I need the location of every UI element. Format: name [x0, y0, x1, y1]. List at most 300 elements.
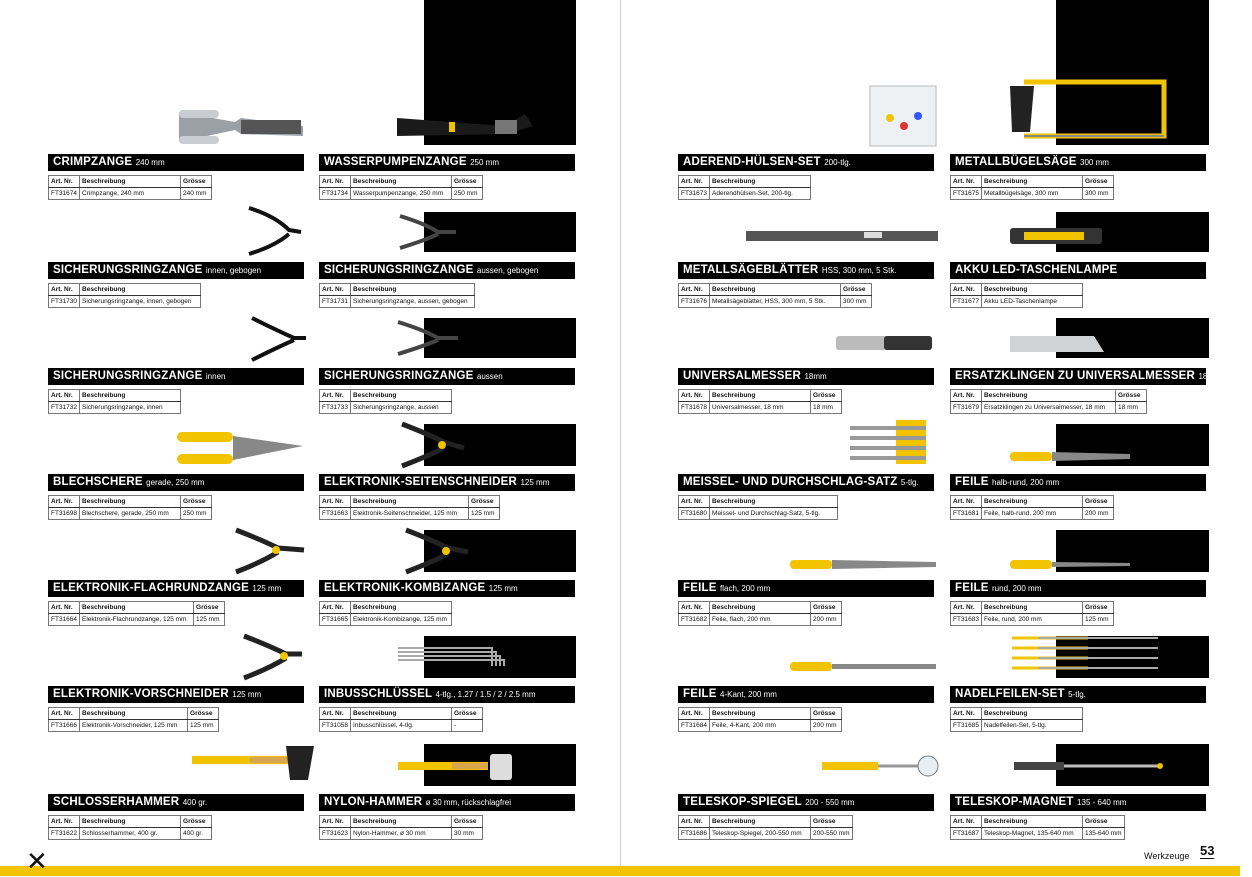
product-title-bar	[678, 154, 934, 171]
cell-art-nr: FT31622	[49, 828, 80, 840]
product-subtitle: innen	[205, 372, 226, 381]
cell-description: Teleskop-Magnet, 135-640 mm	[982, 828, 1083, 840]
chisel-set-image	[846, 418, 940, 466]
table-row	[951, 402, 1147, 414]
col-header-art: Art. Nr.	[679, 816, 710, 828]
product-block	[319, 474, 575, 520]
product-block	[678, 580, 934, 626]
col-header-desc: Beschreibung	[80, 816, 181, 828]
file-half-round-image	[1008, 446, 1132, 466]
col-header-desc: Beschreibung	[351, 496, 469, 508]
col-header-size: Grösse	[811, 816, 853, 828]
cell-art-nr: FT31681	[951, 508, 982, 520]
cell-art-nr: FT31733	[320, 402, 351, 414]
col-header-desc: Beschreibung	[982, 176, 1083, 188]
cell-size: 200 mm	[811, 614, 842, 626]
spec-table	[319, 389, 452, 414]
cell-description: Elektronik-Seitenschneider, 125 mm	[351, 508, 469, 520]
spec-table	[319, 707, 483, 732]
cell-art-nr: FT31730	[49, 296, 80, 308]
saw-blades-image	[744, 228, 940, 244]
product-title-bar	[678, 580, 934, 597]
product-subtitle: 125 mm	[232, 690, 262, 699]
cell-art-nr: FT31674	[49, 188, 80, 200]
product-block	[950, 686, 1206, 732]
product-subtitle: 300 mm	[1080, 158, 1109, 167]
cell-description: Feile, rund, 200 mm	[982, 614, 1083, 626]
cell-size: 125 mm	[188, 720, 219, 732]
product-title: SICHERUNGSRINGZANGE	[53, 370, 203, 382]
circlip-plier-outer-image	[396, 318, 460, 358]
product-title-bar	[48, 580, 304, 597]
table-row	[951, 508, 1114, 520]
cell-size: -	[452, 720, 483, 732]
cell-description: Elektronik-Kombizange, 125 mm	[351, 614, 452, 626]
table-row	[951, 188, 1114, 200]
footer-accent-band	[0, 866, 1240, 876]
table-row	[320, 508, 500, 520]
product-title-bar	[319, 580, 575, 597]
product-title-bar	[678, 368, 934, 385]
spec-table	[950, 389, 1147, 414]
cell-art-nr: FT31666	[49, 720, 80, 732]
product-subtitle: halb-rund, 200 mm	[992, 478, 1060, 487]
product-title: ERSATZKLINGEN ZU UNIVERSALMESSER	[955, 370, 1196, 382]
product-block	[678, 474, 934, 520]
cell-art-nr: FT31623	[320, 828, 351, 840]
cell-description: Metallsägeblätter, HSS, 300 mm, 5 Stk.	[710, 296, 841, 308]
col-header-size: Grösse	[181, 496, 212, 508]
table-row	[49, 720, 219, 732]
crimp-plier-image	[175, 104, 305, 150]
ferrule-set-image	[868, 84, 938, 148]
col-header-art: Art. Nr.	[951, 602, 982, 614]
product-title-bar	[48, 368, 304, 385]
product-title-bar	[678, 794, 934, 811]
product-title: BLECHSCHERE	[53, 476, 143, 488]
col-header-desc: Beschreibung	[80, 708, 188, 720]
product-title: NYLON-HAMMER	[324, 796, 423, 808]
product-title: ELEKTRONIK-VORSCHNEIDER	[53, 688, 229, 700]
col-header-desc: Beschreibung	[710, 602, 811, 614]
spec-table	[950, 495, 1114, 520]
product-title-bar	[319, 474, 575, 491]
table-row	[49, 296, 201, 308]
table-row	[679, 296, 872, 308]
side-cutter-image	[398, 420, 468, 470]
cell-art-nr: FT31677	[951, 296, 982, 308]
product-title: ADEREND-HÜLSEN-SET	[683, 156, 821, 168]
product-title: MEISSEL- UND DURCHSCHLAG-SATZ	[683, 476, 898, 488]
spec-table	[319, 175, 483, 200]
hacksaw-image	[1004, 76, 1172, 146]
cell-size: 300 mm	[841, 296, 872, 308]
product-title-bar	[950, 580, 1206, 597]
cell-size: 125 mm	[469, 508, 500, 520]
cell-art-nr: FT31664	[49, 614, 80, 626]
spec-table	[678, 815, 853, 840]
product-title: ELEKTRONIK-FLACHRUNDZANGE	[53, 582, 250, 594]
cell-size: 135-640 mm	[1083, 828, 1125, 840]
spec-table	[48, 389, 181, 414]
product-title: AKKU LED-TASCHENLAMPE	[955, 264, 1118, 276]
spare-blades-image	[1008, 334, 1106, 354]
col-header-size: Grösse	[1083, 496, 1114, 508]
product-block	[319, 580, 575, 626]
table-row	[320, 402, 452, 414]
col-header-art: Art. Nr.	[320, 496, 351, 508]
product-subtitle: 5-tlg.	[900, 478, 919, 487]
product-title-bar	[678, 474, 934, 491]
product-title: WASSERPUMPENZANGE	[324, 156, 467, 168]
product-block	[319, 794, 575, 840]
col-header-art: Art. Nr.	[679, 602, 710, 614]
col-header-desc: Beschreibung	[80, 602, 194, 614]
product-subtitle: 4-Kant, 200 mm	[720, 690, 777, 699]
product-title: FEILE	[683, 582, 717, 594]
water-pump-plier-image	[395, 108, 535, 144]
product-subtitle: innen, gebogen	[205, 266, 262, 275]
product-subtitle: 125 mm	[520, 478, 550, 487]
product-block	[678, 686, 934, 732]
cell-size: 200 mm	[811, 720, 842, 732]
spec-table	[48, 815, 212, 840]
product-title-bar	[678, 262, 934, 279]
col-header-desc: Beschreibung	[710, 708, 811, 720]
cell-description: Aderendhülsen-Set, 200-tlg.	[710, 188, 811, 200]
product-block	[678, 794, 934, 840]
spec-table	[48, 495, 212, 520]
telescopic-magnet-image	[1012, 756, 1164, 776]
col-header-desc: Beschreibung	[351, 284, 475, 296]
product-title-bar	[950, 154, 1206, 171]
cell-art-nr: FT31732	[49, 402, 80, 414]
cell-art-nr: FT31665	[320, 614, 351, 626]
cell-art-nr: FT31678	[679, 402, 710, 414]
brand-x-logo: ✕	[26, 847, 48, 877]
table-row	[320, 720, 483, 732]
cell-description: Universalmesser, 18 mm	[710, 402, 811, 414]
product-block	[950, 154, 1206, 200]
product-title: TELESKOP-SPIEGEL	[683, 796, 802, 808]
cell-description: Crimpzange, 240 mm	[80, 188, 181, 200]
spec-table	[48, 707, 219, 732]
col-header-art: Art. Nr.	[49, 816, 80, 828]
product-subtitle: 125 mm	[488, 584, 518, 593]
table-row	[49, 188, 212, 200]
product-title-bar	[48, 794, 304, 811]
col-header-desc: Beschreibung	[80, 390, 181, 402]
product-block	[319, 368, 575, 414]
product-title-bar	[48, 262, 304, 279]
col-header-desc: Beschreibung	[80, 284, 201, 296]
product-subtitle: 135 - 640 mm	[1077, 798, 1127, 807]
col-header-art: Art. Nr.	[679, 390, 710, 402]
product-block	[678, 262, 934, 308]
col-header-desc: Beschreibung	[710, 816, 811, 828]
product-block	[678, 154, 934, 200]
col-header-art: Art. Nr.	[49, 284, 80, 296]
cell-art-nr: FT31676	[679, 296, 710, 308]
cell-description: Sicherungsringzange, aussen, gebogen	[351, 296, 475, 308]
col-header-desc: Beschreibung	[982, 816, 1083, 828]
cell-art-nr: FT31679	[951, 402, 982, 414]
table-row	[320, 188, 483, 200]
col-header-size: Grösse	[188, 708, 219, 720]
page-gutter	[620, 0, 621, 876]
table-row	[679, 828, 853, 840]
col-header-size: Grösse	[811, 390, 842, 402]
col-header-desc: Beschreibung	[351, 390, 452, 402]
spec-table	[678, 175, 811, 200]
product-subtitle: HSS, 300 mm, 5 Stk.	[821, 266, 897, 275]
cell-description: Feile, halb-rund, 200 mm	[982, 508, 1083, 520]
cell-size: 250 mm	[452, 188, 483, 200]
product-title: CRIMPZANGE	[53, 156, 133, 168]
product-subtitle: aussen, gebogen	[476, 266, 539, 275]
product-title-bar	[950, 686, 1206, 703]
page-number: 53	[1200, 843, 1215, 858]
product-subtitle: 200-tlg.	[824, 158, 851, 167]
col-header-art: Art. Nr.	[49, 176, 80, 188]
product-block	[48, 474, 304, 520]
product-block	[950, 580, 1206, 626]
table-row	[951, 614, 1114, 626]
product-block	[48, 580, 304, 626]
utility-knife-image	[834, 330, 938, 356]
col-header-art: Art. Nr.	[951, 496, 982, 508]
cell-size: 400 gr.	[181, 828, 212, 840]
col-header-size: Grösse	[452, 708, 483, 720]
spec-table	[950, 175, 1114, 200]
product-title-bar	[319, 262, 575, 279]
product-subtitle: 400 gr.	[182, 798, 208, 807]
product-block	[950, 262, 1206, 308]
cell-description: Akku LED-Taschenlampe	[982, 296, 1083, 308]
cell-size: 250 mm	[181, 508, 212, 520]
col-header-art: Art. Nr.	[951, 816, 982, 828]
spec-table	[319, 283, 475, 308]
product-title-bar	[48, 474, 304, 491]
cell-size: 300 mm	[1083, 188, 1114, 200]
col-header-art: Art. Nr.	[679, 176, 710, 188]
product-title: UNIVERSALMESSER	[683, 370, 802, 382]
cell-description: Ersatzklingen zu Universalmesser, 18 mm	[982, 402, 1116, 414]
col-header-desc: Beschreibung	[982, 708, 1083, 720]
col-header-art: Art. Nr.	[320, 176, 351, 188]
circlip-plier-bent-outer-image	[398, 212, 460, 252]
product-title-bar	[950, 368, 1252, 385]
col-header-size: Grösse	[194, 602, 225, 614]
locksmith-hammer-image	[190, 744, 316, 782]
product-subtitle: ø 30 mm, rückschlagfrei	[425, 798, 511, 807]
table-row	[679, 402, 842, 414]
col-header-desc: Beschreibung	[351, 816, 452, 828]
spec-table	[678, 707, 842, 732]
footer-section-label: Werkzeuge	[1144, 851, 1190, 861]
cell-art-nr: FT31685	[951, 720, 982, 732]
col-header-art: Art. Nr.	[951, 708, 982, 720]
col-header-desc: Beschreibung	[80, 496, 181, 508]
product-block	[950, 474, 1206, 520]
cell-art-nr: FT31058	[320, 720, 351, 732]
product-block	[48, 368, 304, 414]
product-title-bar	[48, 154, 304, 171]
col-header-size: Grösse	[811, 602, 842, 614]
product-subtitle: 18 mm, 10 Stk.	[1198, 372, 1252, 381]
col-header-art: Art. Nr.	[951, 176, 982, 188]
product-block	[48, 154, 304, 200]
col-header-desc: Beschreibung	[710, 496, 838, 508]
col-header-desc: Beschreibung	[351, 708, 452, 720]
cell-size: 200 mm	[1083, 508, 1114, 520]
col-header-desc: Beschreibung	[351, 176, 452, 188]
product-block	[48, 262, 304, 308]
product-title-bar	[319, 154, 575, 171]
col-header-size: Grösse	[841, 284, 872, 296]
col-header-size: Grösse	[469, 496, 500, 508]
led-flashlight-image	[1008, 222, 1104, 250]
product-block	[48, 686, 304, 732]
file-square-image	[788, 656, 938, 676]
cell-art-nr: FT31683	[951, 614, 982, 626]
cell-description: Feile, 4-Kant, 200 mm	[710, 720, 811, 732]
col-header-size: Grösse	[181, 816, 212, 828]
table-row	[951, 828, 1125, 840]
flat-round-plier-image	[232, 526, 308, 576]
col-header-art: Art. Nr.	[951, 390, 982, 402]
col-header-art: Art. Nr.	[679, 284, 710, 296]
product-title: SICHERUNGSRINGZANGE	[324, 264, 474, 276]
product-title: TELESKOP-MAGNET	[955, 796, 1074, 808]
cell-art-nr: FT31686	[679, 828, 710, 840]
col-header-desc: Beschreibung	[710, 176, 811, 188]
product-title: SICHERUNGSRINGZANGE	[324, 370, 474, 382]
product-title: SCHLOSSERHAMMER	[53, 796, 180, 808]
file-round-image	[1008, 554, 1132, 574]
col-header-art: Art. Nr.	[49, 708, 80, 720]
nylon-hammer-image	[396, 752, 516, 782]
product-title-bar	[950, 794, 1206, 811]
product-title: SICHERUNGSRINGZANGE	[53, 264, 203, 276]
cell-description: Metallbügelsäge, 300 mm	[982, 188, 1083, 200]
cell-description: Teleskop-Spiegel, 200-550 mm	[710, 828, 811, 840]
product-subtitle: 250 mm	[470, 158, 500, 167]
col-header-desc: Beschreibung	[982, 496, 1083, 508]
product-title: INBUSSCHLÜSSEL	[324, 688, 433, 700]
product-subtitle: flach, 200 mm	[720, 584, 771, 593]
product-title-bar	[950, 262, 1206, 279]
spec-table	[950, 283, 1083, 308]
spec-table	[319, 815, 483, 840]
product-subtitle: 200 - 550 mm	[805, 798, 855, 807]
cell-art-nr: FT31675	[951, 188, 982, 200]
spec-table	[319, 495, 500, 520]
cell-art-nr: FT31734	[320, 188, 351, 200]
file-flat-image	[788, 554, 938, 574]
table-row	[320, 296, 475, 308]
cell-art-nr: FT31673	[679, 188, 710, 200]
table-row	[679, 188, 811, 200]
product-block	[319, 154, 575, 200]
cell-size: 200-550 mm	[811, 828, 853, 840]
table-row	[951, 720, 1083, 732]
product-title: METALLSÄGEBLÄTTER	[683, 264, 819, 276]
product-title: FEILE	[955, 582, 989, 594]
cell-description: Nadelfeilen-Set, 5-tlg.	[982, 720, 1083, 732]
table-row	[679, 614, 842, 626]
col-header-art: Art. Nr.	[320, 390, 351, 402]
col-header-art: Art. Nr.	[679, 496, 710, 508]
col-header-desc: Beschreibung	[351, 602, 452, 614]
col-header-size: Grösse	[452, 816, 483, 828]
product-block	[950, 794, 1206, 840]
col-header-art: Art. Nr.	[49, 602, 80, 614]
table-row	[49, 508, 212, 520]
needle-file-set-image	[1008, 634, 1164, 672]
table-row	[49, 614, 225, 626]
product-title: ELEKTRONIK-KOMBIZANGE	[324, 582, 486, 594]
product-subtitle: 5-tlg.	[1068, 690, 1086, 699]
spec-table	[678, 495, 838, 520]
table-row	[951, 296, 1083, 308]
spec-table	[950, 601, 1114, 626]
cell-art-nr: FT31698	[49, 508, 80, 520]
product-title: FEILE	[683, 688, 717, 700]
cell-art-nr: FT31687	[951, 828, 982, 840]
product-title: METALLBÜGELSÄGE	[955, 156, 1077, 168]
cell-size: 125 mm	[194, 614, 225, 626]
tin-snips-image	[175, 428, 305, 468]
cell-size: 18 mm	[811, 402, 842, 414]
col-header-art: Art. Nr.	[320, 708, 351, 720]
allen-key-set-image	[396, 644, 512, 668]
product-title: ELEKTRONIK-SEITENSCHNEIDER	[324, 476, 518, 488]
cell-art-nr: FT31663	[320, 508, 351, 520]
cell-description: Wasserpumpenzange, 250 mm	[351, 188, 452, 200]
cell-art-nr: FT31684	[679, 720, 710, 732]
col-header-art: Art. Nr.	[320, 602, 351, 614]
col-header-size: Grösse	[452, 176, 483, 188]
spec-table	[950, 815, 1125, 840]
col-header-desc: Beschreibung	[710, 390, 811, 402]
col-header-art: Art. Nr.	[679, 708, 710, 720]
col-header-size: Grösse	[1116, 390, 1147, 402]
cell-description: Inbusschlüssel, 4-tlg.	[351, 720, 452, 732]
product-title: FEILE	[955, 476, 989, 488]
table-row	[679, 720, 842, 732]
product-title: NADELFEILEN-SET	[955, 688, 1065, 700]
cell-description: Elektronik-Vorschneider, 125 mm	[80, 720, 188, 732]
table-row	[49, 828, 212, 840]
spec-table	[48, 601, 225, 626]
col-header-size: Grösse	[181, 176, 212, 188]
product-block	[48, 794, 304, 840]
col-header-desc: Beschreibung	[982, 284, 1083, 296]
cell-size: 125 mm	[1083, 614, 1114, 626]
circlip-plier-bent-inner-image	[245, 206, 305, 256]
product-title-bar	[48, 686, 304, 703]
end-cutter-image	[240, 632, 310, 682]
product-subtitle: gerade, 250 mm	[146, 478, 205, 487]
cell-size: 18 mm	[1116, 402, 1147, 414]
col-header-size: Grösse	[1083, 816, 1125, 828]
col-header-desc: Beschreibung	[982, 390, 1116, 402]
product-title-bar	[319, 686, 575, 703]
col-header-art: Art. Nr.	[49, 390, 80, 402]
product-block	[319, 686, 575, 732]
table-row	[49, 402, 181, 414]
